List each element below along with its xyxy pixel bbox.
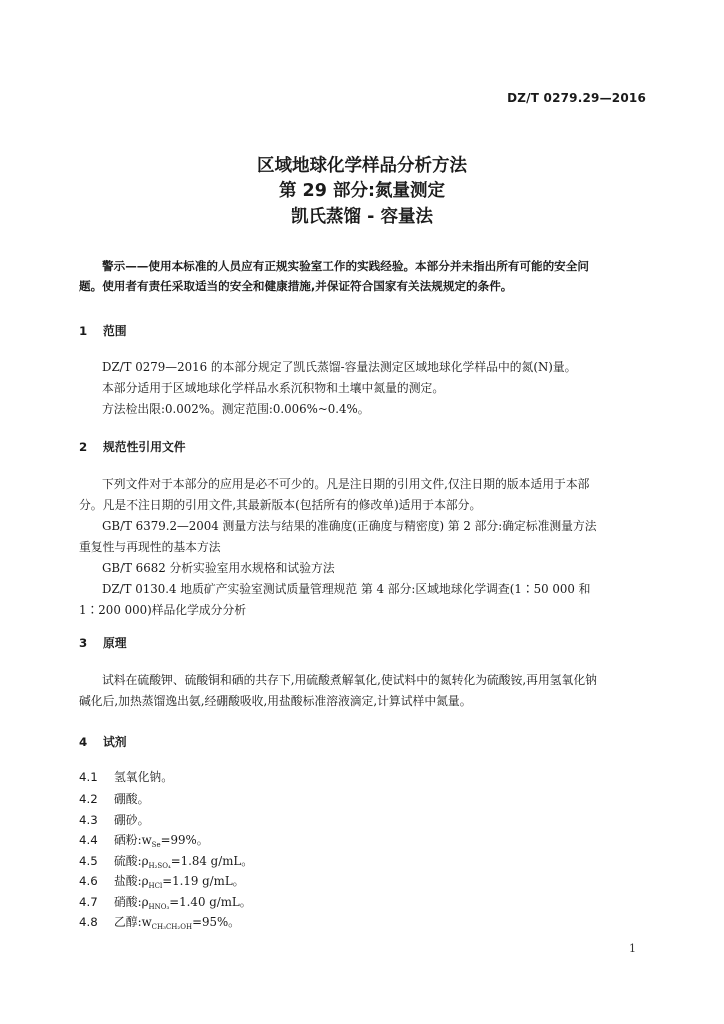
section-title: 试剂	[103, 735, 127, 749]
section-2-paragraph: 下列文件对于本部分的应用是必不可少的。凡是注日期的引用文件,仅注日期的版本适用于本部	[102, 477, 590, 491]
section-number: 2	[79, 440, 88, 454]
reagent-item: 4.8 乙醇$:w_{CH_3CH_2OH}=95\%$。	[79, 915, 240, 931]
warning-text	[79, 256, 649, 296]
page-number: 1	[629, 942, 636, 955]
section-number: 3	[79, 636, 88, 650]
document-title-line2: 第 29 部分:氮量测定	[278, 181, 446, 201]
section-3-paragraph: 试料在硫酸钾、硫酸铜和硒的共存下,用硫酸煮解氧化,使试料中的氮转化为硫酸铵,再用氢氧化钠	[102, 673, 597, 687]
reagent-item: 4.4 硒粉$:w_{Se}=99\%$。	[79, 833, 209, 849]
section-1-paragraph: 方法检出限:0.002%。测定范围:0.006%~0.4%。	[102, 402, 370, 416]
reagent-item: 4.6 盐酸$:\rho_{HCl}=1.19$ g/mL。	[79, 874, 245, 890]
section-number: 4	[79, 735, 88, 749]
reagent-item: 4.1 氢氧化钠。	[79, 770, 173, 784]
reagent-item: 4.7 硝酸$:\rho_{HNO_3}=1.40$ g/mL。	[79, 895, 252, 911]
section-2-paragraph: 分。凡是不注日期的引用文件,其最新版本(包括所有的修改单)适用于本部分。	[79, 498, 482, 512]
reagent-item: 4.5 硫酸$:\rho_{H_2SO_4}=1.84$ g/mL。	[79, 854, 254, 870]
section-title: 范围	[103, 324, 127, 338]
reference-item: GB/T 6682 分析实验室用水规格和试验方法	[102, 561, 335, 575]
warning-line2: 题。使用者有责任采取适当的安全和健康措施,并保证符合国家有关法规规定的条件。	[79, 279, 513, 293]
section-title: 规范性引用文件	[103, 440, 186, 454]
reagent-item: 4.3 硼砂。	[79, 813, 150, 827]
section-4-heading	[79, 733, 127, 750]
section-1-paragraph: DZ/T 0279—2016 的本部分规定了凯氏蒸馏-容量法测定区域地球化学样品中的氮(N)量。	[102, 360, 577, 374]
section-1-paragraph: 本部分适用于区域地球化学样品水系沉积物和土壤中氮量的测定。	[102, 381, 445, 395]
document-title-line3: 凯氏蒸馏 - 容量法	[291, 207, 433, 227]
reference-item: DZ/T 0130.4 地质矿产实验室测试质量管理规范 第 4 部分:区域地球化学调查(1∶50 000 和	[102, 582, 591, 596]
section-3-heading	[79, 634, 127, 651]
section-title: 原理	[103, 636, 127, 650]
reagent-item: 4.2 硼酸。	[79, 792, 150, 806]
reference-item: GB/T 6379.2—2004 测量方法与结果的准确度(正确度与精密度) 第 2 部分:确定标准测量方法	[102, 519, 597, 533]
section-2-heading	[79, 438, 186, 455]
reference-item: 1∶200 000)样品化学成分分析	[79, 603, 247, 617]
reference-item: 重复性与再现性的基本方法	[79, 540, 221, 554]
document-title-line1: 区域地球化学样品分析方法	[257, 156, 467, 176]
section-3-paragraph: 碱化后,加热蒸馏逸出氨,经硼酸吸收,用盐酸标准溶液滴定,计算试样中氮量。	[79, 694, 472, 708]
section-1-heading	[79, 322, 127, 339]
standard-code: DZ/T 0279.29—2016	[507, 91, 646, 105]
section-number: 1	[79, 324, 88, 338]
warning-line1: 警示——使用本标准的人员应有正规实验室工作的实践经验。本部分并未指出所有可能的安全问	[102, 259, 589, 273]
